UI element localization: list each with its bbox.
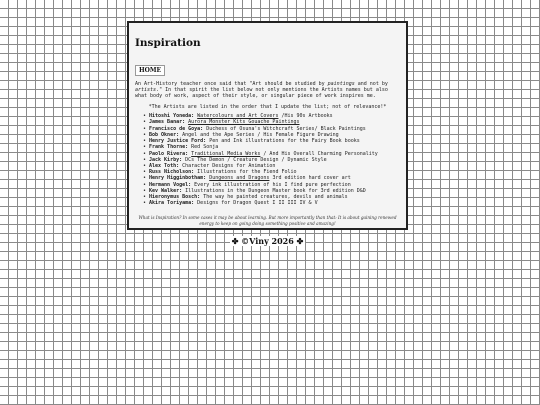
artist-name: Hieronymus Bosch:: [149, 193, 201, 200]
artist-work: Angel and the Ape Series / His Female Figure Drawing: [182, 131, 339, 138]
artist-name: Hitoshi Yoneda:: [149, 113, 195, 120]
inspiration-footer-note: What is Inspiration? In some cases it may be about learning. But more importantly than that: It is about gaining renewed energy to keep on going doing something positive and amazing!: [138, 215, 397, 226]
artist-work: Designs for Dragon Quest I II III IV & V: [197, 200, 318, 207]
artist-name: Kev Walker:: [149, 187, 183, 194]
artist-name: Francisco de Goya:: [149, 125, 204, 132]
artist-name: Hermann Vogel:: [149, 181, 192, 188]
artist-work-link[interactable]: Watercolours and Art Covers: [197, 113, 279, 120]
home-button[interactable]: HOME: [135, 65, 165, 76]
artist-work: Duchess of Osuna's Witchcraft Series/ Black Paintings: [206, 125, 366, 132]
artist-work: Character Designs for Animation: [182, 162, 276, 169]
artist-name: Paolo Rivera:: [149, 150, 189, 157]
artist-work-extra: /His 90s Artbooks: [278, 113, 333, 120]
artist-work-link[interactable]: Aurora Monster Kits Gouache Paintings: [188, 119, 300, 126]
artist-work: Every ink illustration of his I find pure perfection: [194, 181, 351, 188]
intro-paragraph: An Art-History teacher once said that "Art should be studied by paintings and not by artists." In that spirit the list below not only mentions the Artists names but also what body of work, aspect of their style, or singular piece of work inspires me.: [135, 81, 388, 100]
page-title: Inspiration: [135, 37, 201, 49]
artist-work: Illustrations in the Dungeon Master book for 3rd edition D&D: [185, 187, 366, 194]
artist-work: DCs The Demon / Creature Design / Dynamic Style: [185, 156, 327, 163]
artist-work-extra: / And His Overall Charming Personality: [260, 150, 378, 157]
artist-work: The way he painted creatures, devils and animals: [203, 193, 348, 200]
artist-name: Frank Thorne:: [149, 144, 189, 151]
copyright: ✤ ©Viny 2026 ✤: [231, 236, 304, 246]
artist-work-link[interactable]: Traditional Media Works: [191, 150, 261, 157]
artist-name: Jack Kirby:: [149, 156, 183, 163]
artist-work-extra: 3rd edition hard cover art: [269, 175, 351, 182]
artist-list: [135, 113, 400, 206]
artist-work-link[interactable]: Dungeons and Dragons: [209, 175, 270, 182]
list-item: [149, 200, 400, 206]
artist-work: Pen and Ink illustrations for the Fairy Book books: [209, 138, 360, 145]
artist-name: Alex Toth:: [149, 162, 180, 169]
artist-name: James Banar:: [149, 119, 186, 126]
artist-work: Red Sonja: [191, 144, 219, 151]
artist-work: Illustrations for the Fiend Folio: [197, 169, 297, 176]
artist-name: Bob Okner:: [149, 131, 180, 138]
artist-name: Henry Higginbotham:: [149, 175, 207, 182]
artist-name: Russ Nicholson:: [149, 169, 195, 176]
artist-name: Akira Toriyama:: [149, 200, 195, 207]
artist-name: Henry Justice Ford:: [149, 138, 207, 145]
inspiration-panel: [127, 21, 408, 230]
order-note: *The Artists are listed in the order that I update the list; not of relevance!*: [148, 104, 387, 111]
